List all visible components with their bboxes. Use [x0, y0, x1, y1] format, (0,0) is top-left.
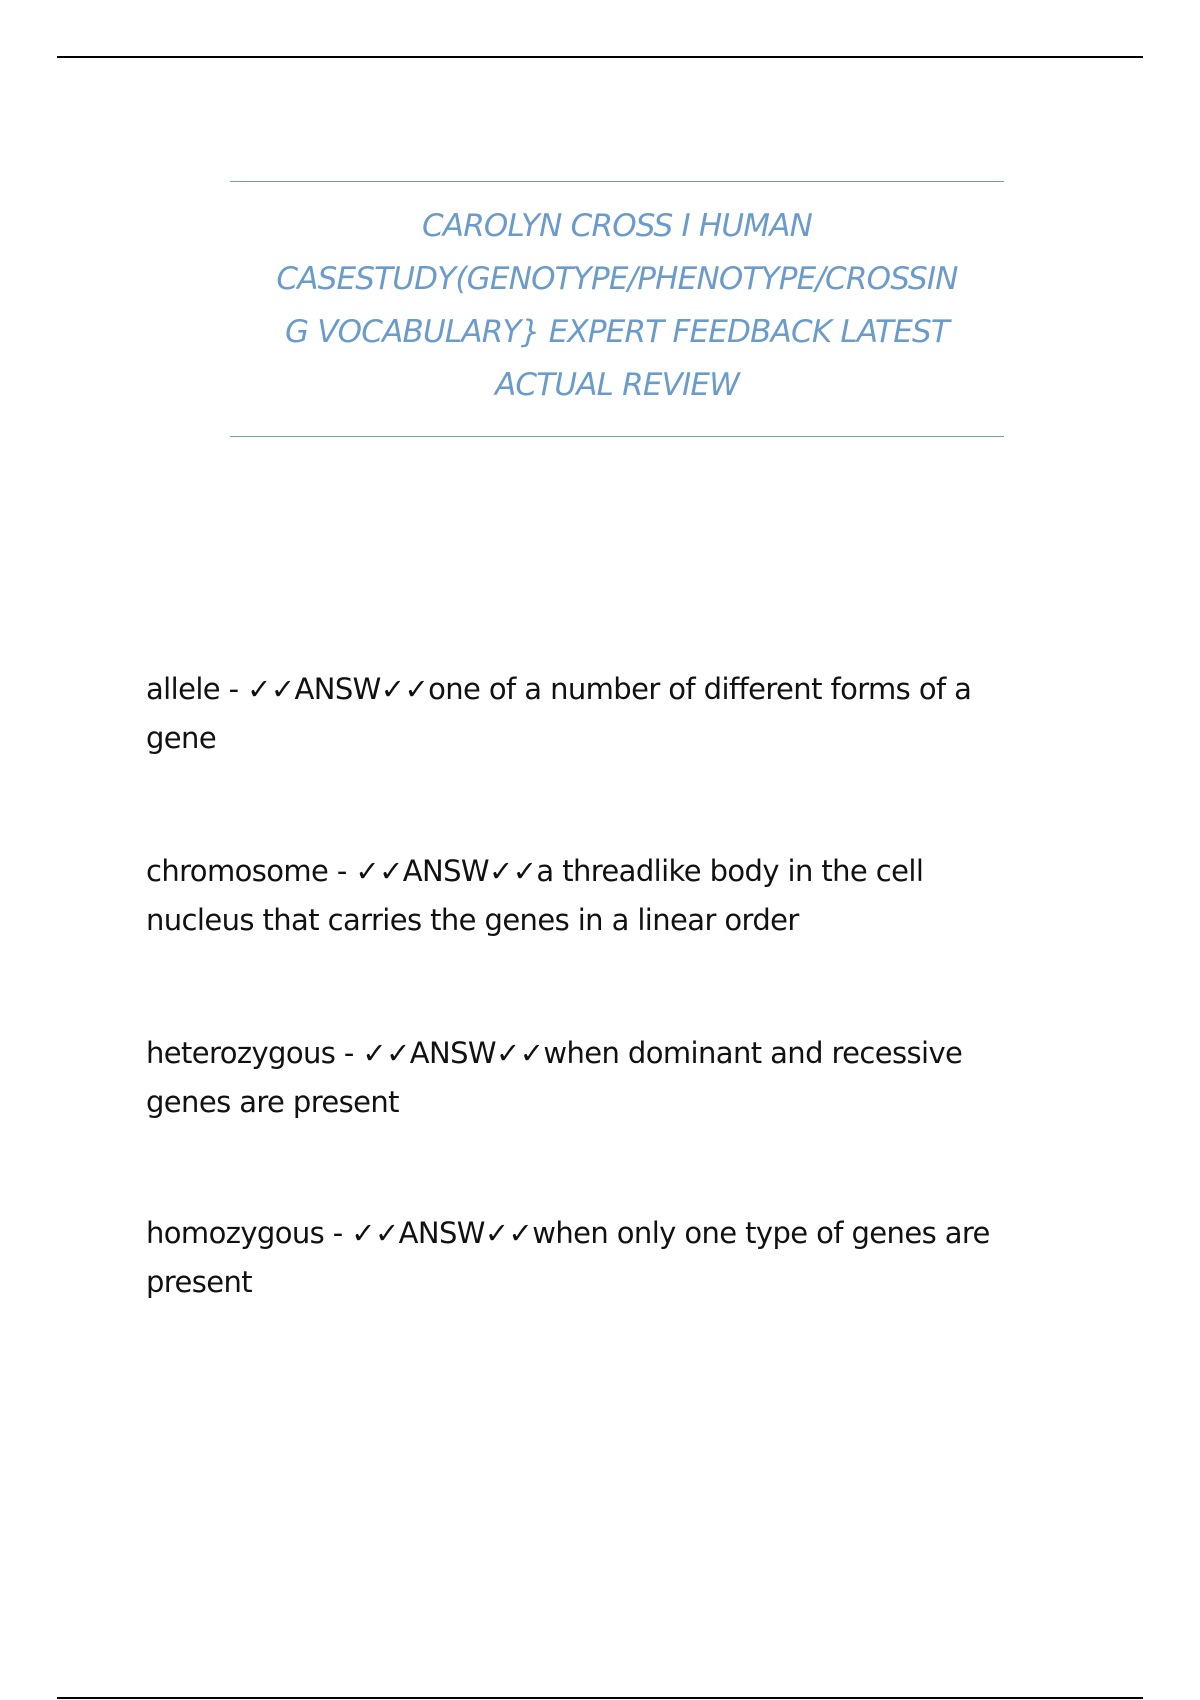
- document-title-block: [230, 181, 1004, 437]
- page-top-rule: [57, 56, 1143, 58]
- page-bottom-rule: [57, 1697, 1143, 1699]
- document-title-line-1: CAROLYN CROSS I HUMAN: [421, 208, 813, 244]
- entry-text-line: heterozygous - ✓✓ANSW✓✓when dominant and recessive: [146, 1036, 963, 1070]
- entry-text-line: genes are present: [146, 1085, 399, 1119]
- document-title-line-3: G VOCABULARY} EXPERT FEEDBACK LATEST: [285, 314, 949, 350]
- entry-text-line: gene: [146, 721, 217, 755]
- entry-text-line: nucleus that carries the genes in a linear order: [146, 903, 799, 937]
- entry-text-line: homozygous - ✓✓ANSW✓✓when only one type of genes are: [146, 1216, 990, 1250]
- document-title-line-4: ACTUAL REVIEW: [494, 367, 740, 403]
- entry-text-line: allele - ✓✓ANSW✓✓one of a number of different forms of a: [146, 672, 972, 706]
- entry-text-line: chromosome - ✓✓ANSW✓✓a threadlike body in the cell: [146, 854, 924, 888]
- entry-text-line: present: [146, 1265, 253, 1299]
- document-title-line-2: CASESTUDY(GENOTYPE/PHENOTYPE/CROSSIN: [276, 261, 958, 297]
